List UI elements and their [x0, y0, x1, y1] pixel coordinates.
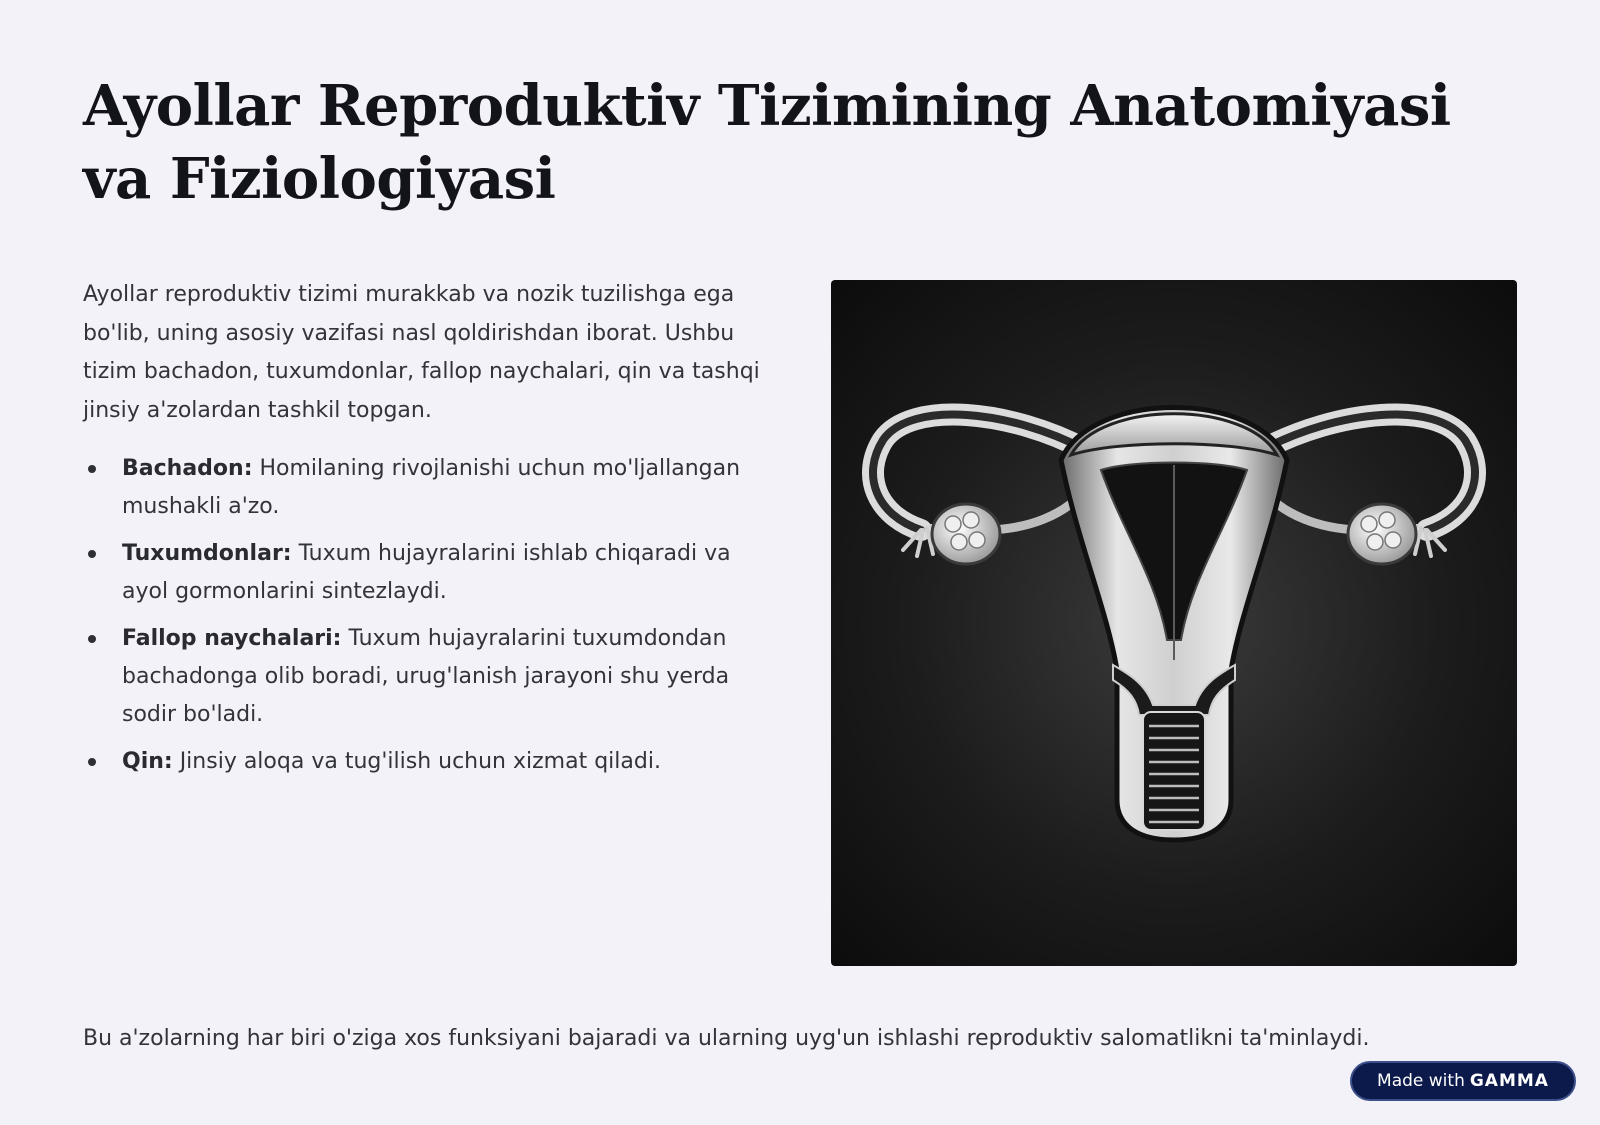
bullet-term: Tuxumdonlar: — [122, 541, 292, 566]
bullet-text: Homilaning rivojlanishi uchun mo'ljallangan mushakli a'zo. — [122, 456, 741, 519]
bullet-icon — [88, 550, 96, 558]
made-with-gamma-badge[interactable] — [1350, 1061, 1576, 1101]
bullet-text: Tuxum hujayralarini ishlab chiqaradi va ayol gormonlarini sintezlaydi. — [122, 541, 731, 604]
uterus-anatomy-image — [831, 280, 1517, 966]
intro-paragraph: Ayollar reproduktiv tizimi murakkab va nozik tuzilishga ega bo'lib, uning asosiy vazifasi nasl qoldirishdan iborat. Ushbu tizim bachadon, tuxumdonlar, fallop naychalari, qin va tashqi jinsiy a'zolardan tashkil topgan. — [83, 282, 760, 423]
bullet-icon — [88, 635, 96, 643]
bullet-text: Tuxum hujayralarini tuxumdondan bachadonga olib boradi, urug'lanish jarayoni shu yerda sodir bo'ladi. — [122, 626, 730, 727]
list-item — [83, 535, 783, 611]
bullet-icon — [88, 465, 96, 473]
summary-paragraph: Bu a'zolarning har biri o'ziga xos funksiyani bajaradi va ularning uyg'un ishlashi reproduktiv salomatlikni ta'minlaydi. — [83, 1026, 1370, 1051]
bullet-term: Qin: — [122, 749, 173, 774]
bullet-icon — [88, 758, 96, 766]
bullet-term: Bachadon: — [122, 456, 253, 481]
organ-list — [83, 450, 783, 790]
uterus-illustration-icon — [831, 280, 1517, 966]
gamma-logo: GAMMA — [1469, 1071, 1549, 1091]
list-item — [83, 450, 783, 526]
badge-prefix: Made with — [1377, 1071, 1465, 1091]
page-title: Ayollar Reproduktiv Tizimining Anatomiyasi va Fiziologiyasi — [83, 73, 1451, 212]
bullet-text: Jinsiy aloqa va tug'ilish uchun xizmat qiladi. — [172, 749, 661, 774]
list-item — [83, 620, 783, 734]
list-item — [83, 743, 783, 781]
bullet-term: Fallop naychalari: — [122, 626, 342, 651]
